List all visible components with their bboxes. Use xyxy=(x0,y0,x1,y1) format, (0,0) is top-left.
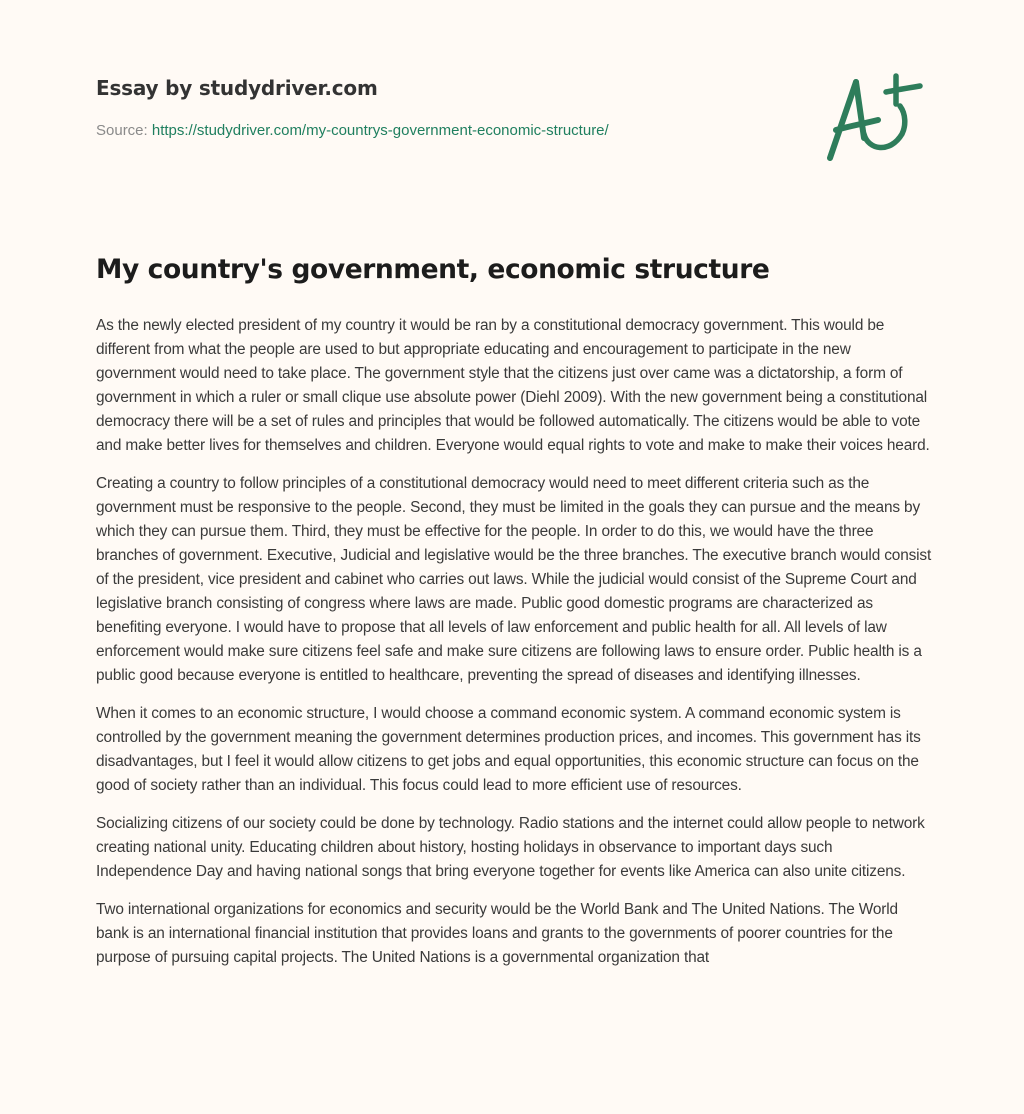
page-header xyxy=(96,76,796,139)
article-paragraph: Two international organizations for economics and security would be the World Bank and The United Nations. The World bank is an international financial institution that provides loans and grants to the governments of poorer countries for the purpose of pursuing capital projects. The United Nations is a governmental organization that xyxy=(96,901,898,966)
article-paragraph: Socializing citizens of our society could be done by technology. Radio stations and the internet could allow people to network creating national unity. Educating children about history, hosting holidays in observance to important days such Independence Day and having national songs that bring everyone together for events like America can also unite citizens. xyxy=(96,815,925,880)
source-line xyxy=(96,122,796,139)
article-paragraph: When it comes to an economic structure, I would choose a command economic system. A command economic system is controlled by the government meaning the government determines production prices, and incomes. This government has its disadvantages, but I feel it would allow citizens to get jobs and equal opportunities, this economic structure can focus on the good of society rather than an individual. This focus could lead to more efficient use of resources. xyxy=(96,705,921,794)
a-plus-grade-icon xyxy=(820,64,930,164)
article-paragraph: Creating a country to follow principles of a constitutional democracy would need to meet different criteria such as the government must be responsive to the people. Second, they must be limited in the goals they can pursue and the means by which they can pursue them. Third, they must be effective for the people. In order to do this, we would have the three branches of government. Executive, Judicial and legislative would be the three branches. The executive branch would consist of the president, vice president and cabinet who carries out laws. While the judicial would consist of the Supreme Court and legislative branch consisting of congress where laws are made. Public good domestic programs are characterized as benefiting everyone. I would have to propose that all levels of law enforcement and public health for all. All levels of law enforcement would make sure citizens feel safe and make sure citizens are following laws to ensure order. Public health is a public good because everyone is entitled to healthcare, preventing the spread of diseases and identifying illnesses. xyxy=(96,475,932,684)
source-link[interactable]: https://studydriver.com/my-countrys-government-economic-structure/ xyxy=(151,122,609,139)
brand-title: Essay by studydriver.com xyxy=(96,76,378,100)
source-label: Source: xyxy=(96,122,152,139)
article-paragraph: As the newly elected president of my country it would be ran by a constitutional democracy government. This would be different from what the people are used to but appropriate educating and encouragement to participate in the new government would need to take place. The government style that the citizens just over came was a dictatorship, a form of government in which a ruler or small clique use absolute power (Diehl 2009). With the new government being a constitutional democracy there will be a set of rules and principles that would be followed automatically. The citizens would be able to vote and make better lives for themselves and children. Everyone would equal rights to vote and make to make their voices heard. xyxy=(96,317,930,454)
article-title: My country's government, economic structure xyxy=(96,254,770,285)
article-body xyxy=(96,314,932,984)
